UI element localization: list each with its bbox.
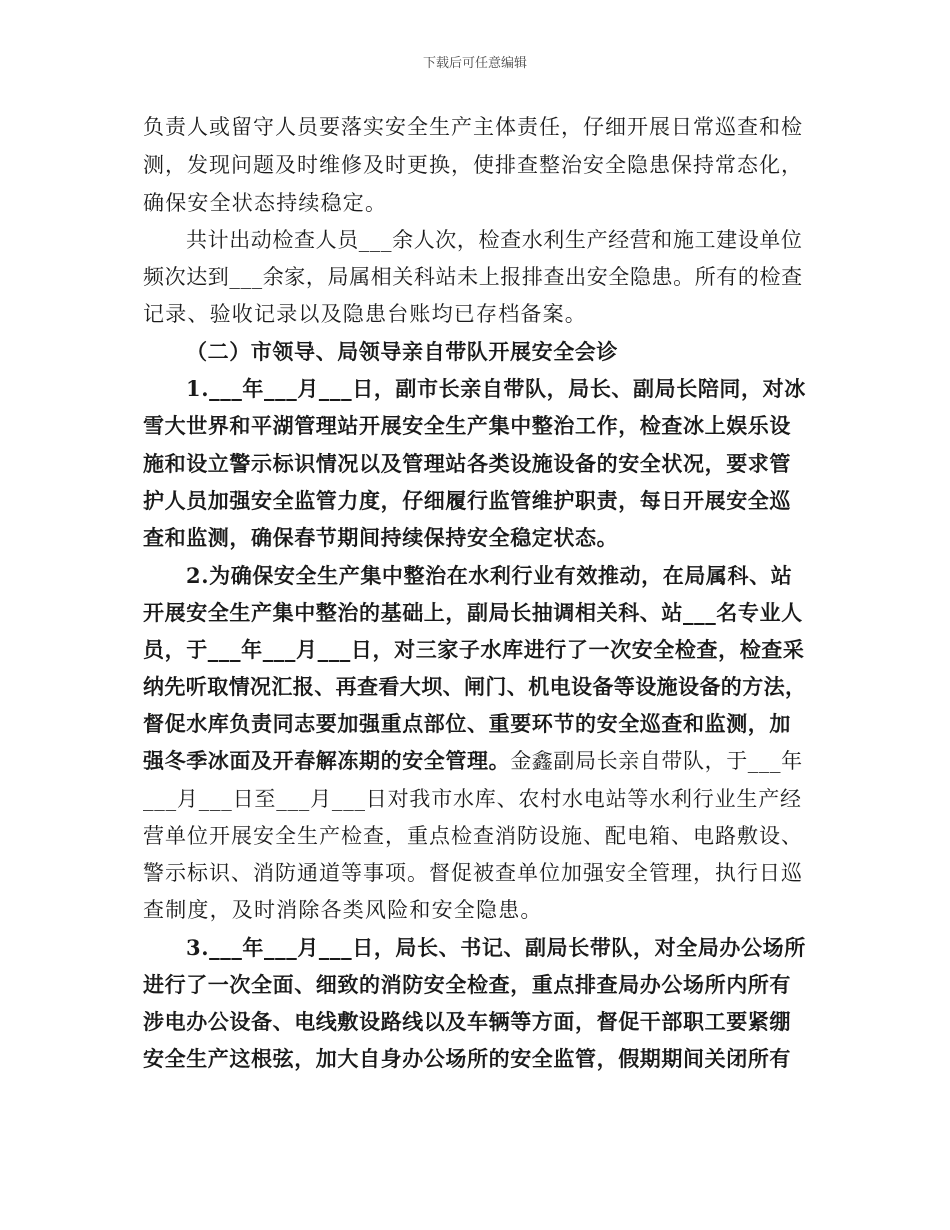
body-line — [143, 746, 803, 776]
body-line: 纳先听取情况汇报、再查看大坝、闸门、机电设备等设施设备的方法， — [143, 674, 807, 699]
body-line: 涉电办公设备、电线敷设路线以及车辆等方面，督促干部职工要紧绷 — [143, 1009, 791, 1034]
body-line: 营单位开展安全生产检查，重点检查消防设施、配电箱、电路敷设、 — [143, 824, 803, 848]
body-line: 查和监测，确保春节期间持续保持安全稳定状态。 — [143, 525, 619, 550]
body-line: 督促水库负责同志要加强重点部位、重要环节的安全巡查和监测，加 — [143, 711, 791, 736]
body-line: 确保安全状态持续稳定。 — [143, 191, 388, 215]
body-line: 2.为确保安全生产集中整治在水利行业有效推动，在局属科、站 — [186, 563, 793, 588]
section-heading: （二）市领导、局领导亲自带队开展安全会诊 — [186, 339, 618, 364]
body-line: 施和设立警示标识情况以及管理站各类设施设备的安全状况，要求管 — [143, 451, 791, 476]
body-line: 开展安全生产集中整治的基础上，副局长抽调相关科、站___名专业人 — [143, 600, 803, 625]
body-line-regular-part: 金鑫副局长亲自带队，于___年 — [510, 749, 803, 773]
body-line: 负责人或留守人员要落实安全生产主体责任，仔细开展日常巡查和检 — [143, 115, 803, 139]
body-line: 员，于___年___月___日，对三家子水库进行了一次安全检查，检查采 — [143, 637, 805, 662]
body-line: 测，发现问题及时维修及时更换，使排查整治安全隐患保持常态化， — [143, 153, 803, 177]
body-line-bold-part: 强冬季冰面及开春解冻期的安全管理。 — [143, 748, 511, 773]
body-line: 安全生产这根弦，加大自身办公场所的安全监管，假期期间关闭所有 — [143, 1046, 791, 1071]
body-line: 频次达到___余家，局属相关科站未上报排查出安全隐患。所有的检查 — [143, 265, 803, 289]
body-line: ___月___日至___月___日对我市水库、农村水电站等水利行业生产经 — [143, 787, 802, 811]
body-line: 查制度，及时消除各类风险和安全隐患。 — [143, 898, 543, 922]
body-line: 警示标识、消防通道等事项。督促被查单位加强安全管理，执行日巡 — [143, 861, 803, 885]
body-line: 护人员加强安全监管力度，仔细履行监管维护职责，每日开展安全巡 — [143, 488, 791, 513]
body-line: 雪大世界和平湖管理站开展安全生产集中整治工作，检查冰上娱乐设 — [143, 413, 791, 438]
body-line: 记录、验收记录以及隐患台账均已存档备案。 — [143, 302, 587, 326]
body-line: 进行了一次全面、细致的消防安全检查，重点排查局办公场所内所有 — [143, 972, 791, 997]
page-header: 下载后可任意编辑 — [422, 56, 527, 71]
body-line: 3.___年___月___日，局长、书记、副局长带队，对全局办公场所 — [186, 935, 806, 960]
body-line: 共计出动检查人员___余人次，检查水利生产经营和施工建设单位 — [186, 228, 803, 252]
body-line: 1.___年___月___日，副市长亲自带队，局长、副局长陪同，对冰 — [186, 376, 806, 401]
